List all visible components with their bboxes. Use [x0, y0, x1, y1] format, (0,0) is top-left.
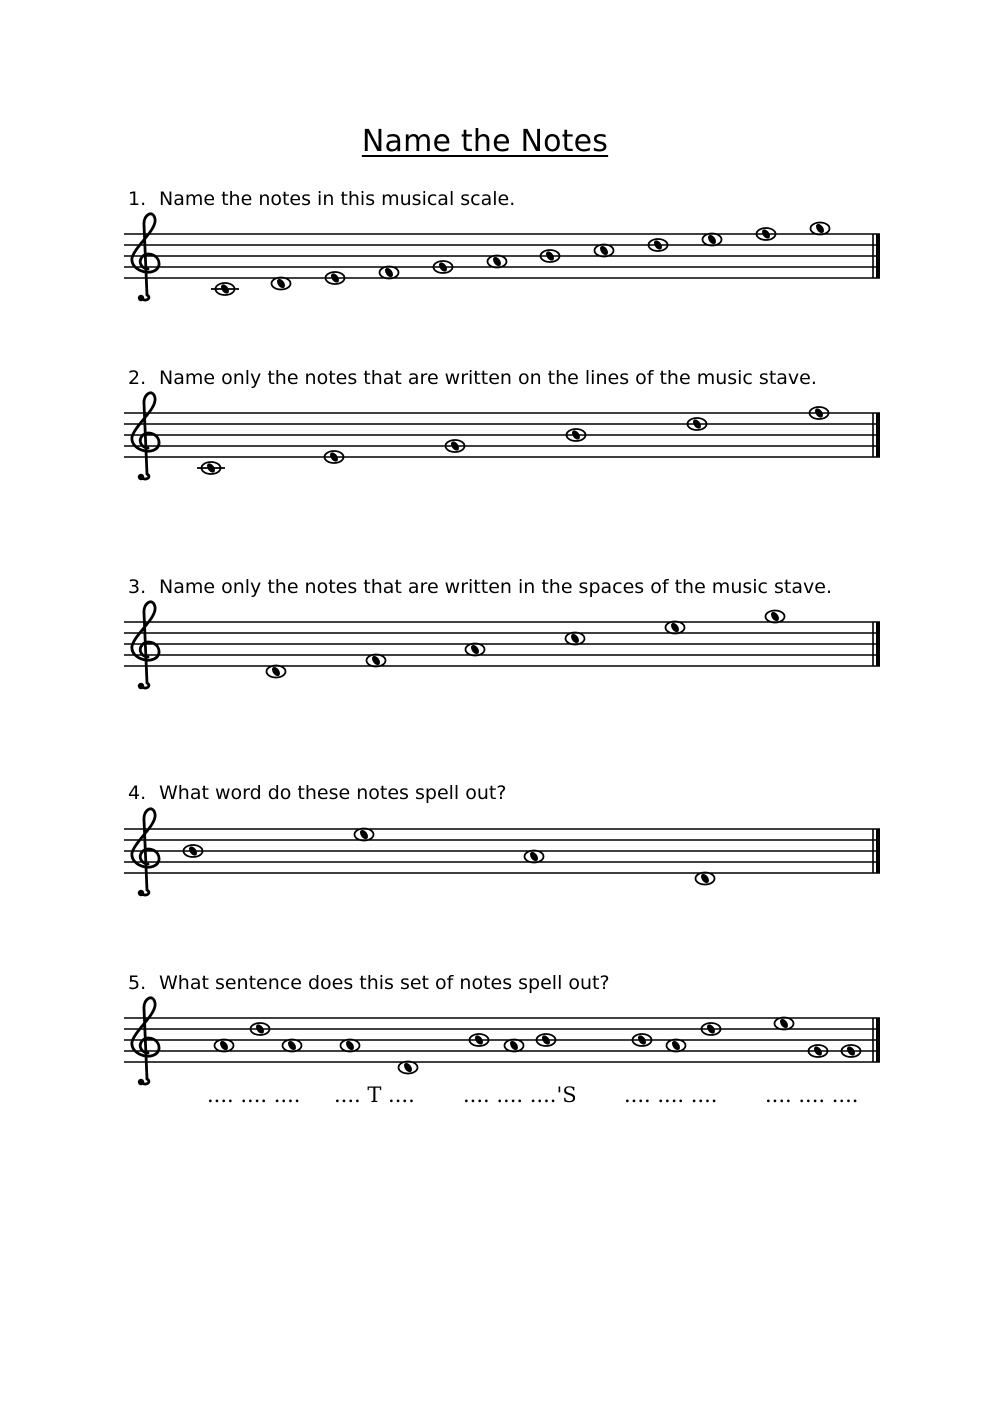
answer-blanks — [0, 1083, 1000, 1113]
whole-note — [811, 222, 830, 234]
answer-blank[interactable]: .... T .... — [334, 1083, 415, 1107]
whole-note — [505, 1039, 524, 1051]
clef-dot — [138, 295, 144, 301]
question-text: What word do these notes spell out? — [159, 782, 507, 804]
final-barline-icon — [876, 829, 880, 873]
whole-note — [355, 828, 374, 840]
note-head-shade — [469, 643, 480, 655]
question-text: What sentence does this set of notes spell out? — [159, 972, 610, 994]
question-number: 2. — [128, 367, 147, 389]
clef-dot — [138, 683, 144, 689]
clef-stroke — [132, 214, 159, 300]
staff-4 — [0, 795, 1000, 905]
note-head-shade — [670, 1039, 681, 1051]
note-head-shade — [508, 1039, 519, 1051]
final-barline-icon — [876, 413, 880, 457]
question-number: 1. — [128, 188, 147, 210]
note-head-shade — [706, 233, 717, 245]
whole-note — [267, 665, 286, 677]
note-head-shade — [598, 244, 609, 256]
whole-note — [595, 244, 614, 256]
whole-note — [367, 654, 386, 666]
answer-blank[interactable]: .... .... .... — [207, 1083, 301, 1107]
whole-note — [696, 872, 715, 884]
whole-note — [703, 233, 722, 245]
question-number: 4. — [128, 782, 147, 804]
whole-note — [766, 610, 785, 622]
note-head-shade — [528, 850, 539, 862]
note-head-shade — [344, 1039, 355, 1051]
clef-stroke — [132, 998, 159, 1084]
whole-note — [666, 621, 685, 633]
treble-clef-icon — [132, 809, 159, 896]
final-barline-icon — [876, 1018, 880, 1062]
note-head-shade — [569, 632, 580, 644]
clef-stroke — [132, 602, 159, 688]
note-head-shade — [491, 255, 502, 267]
whole-note — [215, 1039, 234, 1051]
question-number: 3. — [128, 576, 147, 598]
note-head-shade — [270, 665, 281, 677]
staff-2 — [0, 380, 1000, 490]
note-head-shade — [383, 266, 394, 278]
whole-note — [197, 462, 225, 474]
note-head-shade — [669, 621, 680, 633]
clef-stroke — [132, 809, 159, 895]
whole-note — [488, 255, 507, 267]
whole-note — [525, 850, 544, 862]
staff-1 — [0, 200, 1000, 310]
note-head-shade — [275, 277, 286, 289]
whole-note — [283, 1039, 302, 1051]
question-text: Name only the notes that are written in the spaces of the music stave. — [159, 576, 832, 598]
whole-note — [380, 266, 399, 278]
whole-note — [667, 1039, 686, 1051]
note-head-shade — [370, 654, 381, 666]
clef-dot — [138, 474, 144, 480]
whole-note — [341, 1039, 360, 1051]
clef-dot — [138, 890, 144, 896]
whole-note — [775, 1017, 794, 1029]
question-number: 5. — [128, 972, 147, 994]
clef-stroke — [132, 393, 159, 479]
whole-note — [399, 1061, 418, 1073]
whole-note — [566, 632, 585, 644]
treble-clef-icon — [132, 214, 159, 301]
note-head-shade — [358, 828, 369, 840]
final-barline-icon — [876, 622, 880, 666]
treble-clef-icon — [132, 998, 159, 1085]
whole-note — [466, 643, 485, 655]
note-head-shade — [778, 1017, 789, 1029]
treble-clef-icon — [132, 393, 159, 480]
final-barline-icon — [876, 234, 880, 278]
question-text: Name only the notes that are written on the lines of the music stave. — [159, 367, 817, 389]
page-title: Name the Notes — [361, 124, 609, 159]
note-head-shade — [814, 222, 825, 234]
staff-5 — [0, 985, 1000, 1095]
answer-blank[interactable]: .... .... .... — [624, 1083, 718, 1107]
whole-note — [211, 283, 239, 295]
note-head-shade — [699, 872, 710, 884]
note-head-shade — [402, 1061, 413, 1073]
note-head-shade — [286, 1039, 297, 1051]
note-head-shade — [218, 1039, 229, 1051]
staff-3 — [0, 590, 1000, 700]
whole-note — [272, 277, 291, 289]
answer-blank[interactable]: .... .... ....'S — [463, 1083, 577, 1107]
answer-blank[interactable]: .... .... .... — [765, 1083, 859, 1107]
treble-clef-icon — [132, 602, 159, 689]
note-head-shade — [769, 610, 780, 622]
question-text: Name the notes in this musical scale. — [159, 188, 516, 210]
